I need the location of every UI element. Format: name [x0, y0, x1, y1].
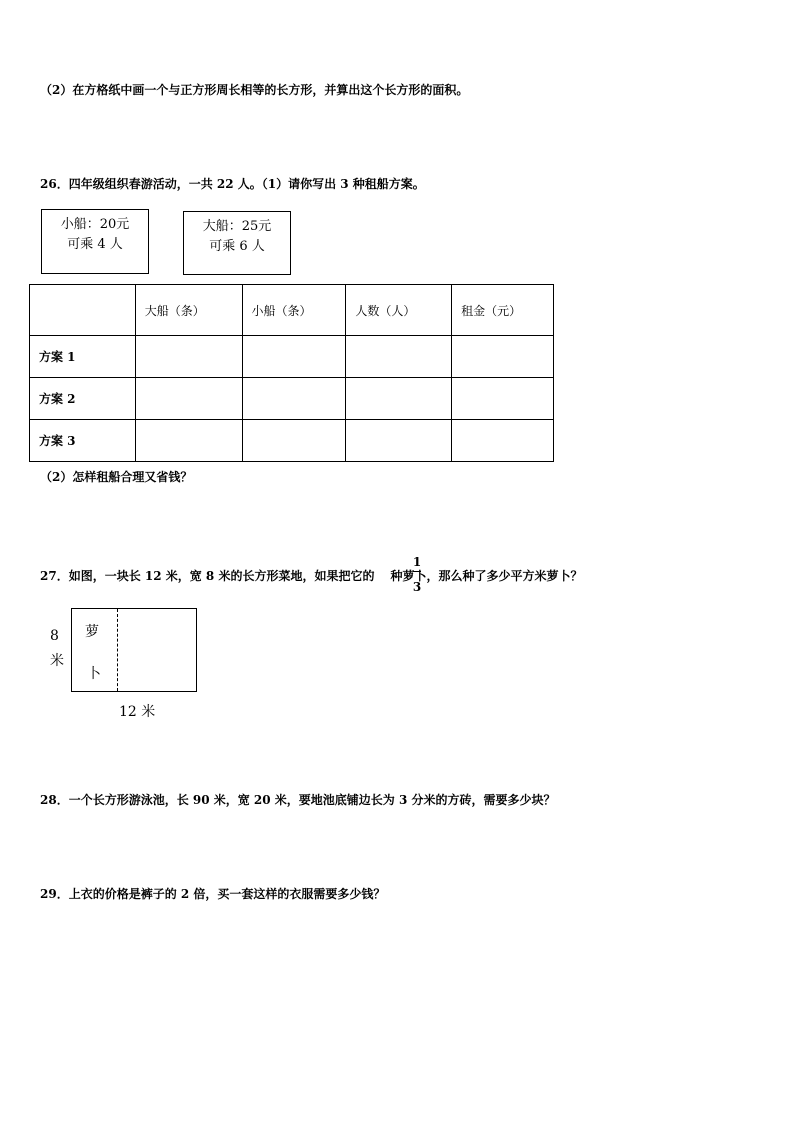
row-label: 方案 1: [30, 336, 136, 378]
table-row: [30, 420, 554, 462]
fraction-numerator: 1: [412, 555, 422, 569]
row-label: 方案 2: [30, 378, 136, 420]
question-29-text: 29．上衣的价格是裤子的 2 倍，买一套这样的衣服需要多少钱？: [40, 887, 386, 901]
answer-cell[interactable]: [452, 336, 554, 378]
question-27-text: [40, 568, 582, 584]
answer-cell[interactable]: [346, 378, 452, 420]
question-26-part-2: （2）怎样租船合理又省钱？: [40, 470, 193, 484]
answer-cell[interactable]: [242, 378, 346, 420]
question-25-part-2: （2）在方格纸中画一个与正方形周长相等的长方形，并算出这个长方形的面积。: [40, 83, 469, 97]
small-boat-capacity: 可乘 4 人: [67, 237, 123, 252]
table-header-cell: 小船（条）: [242, 285, 346, 336]
table-row: [30, 336, 554, 378]
table-header-cell: [30, 285, 136, 336]
question-26-text: 26．四年级组织春游活动，一共 22 人。（1）请你写出 3 种租船方案。: [40, 177, 425, 191]
table-header-cell: 人数（人）: [346, 285, 452, 336]
fraction-bar: [413, 571, 421, 572]
small-boat-price: 小船：20元: [60, 217, 130, 232]
question-28-text: 28．一个长方形游泳池，长 90 米，宽 20 米，要地池底铺边长为 3 分米的方砖，需要多少块？: [40, 793, 556, 807]
answer-cell[interactable]: [242, 420, 346, 462]
table-header-row: [30, 285, 554, 336]
width-label-number: 8: [50, 628, 59, 644]
answer-cell[interactable]: [452, 420, 554, 462]
question-27-text-after: 种萝卜，那么种了多少平方米萝卜？: [390, 569, 583, 583]
answer-cell[interactable]: [135, 336, 242, 378]
big-boat-info-box: [183, 211, 291, 275]
small-boat-info-box: [41, 209, 149, 274]
row-label: 方案 3: [30, 420, 136, 462]
table-header-cell: 大船（条）: [135, 285, 242, 336]
question-27-text-before: 27．如图，一块长 12 米，宽 8 米的长方形菜地，如果把它的: [40, 569, 375, 583]
radish-label-bottom: 卜: [87, 666, 101, 682]
fraction-denominator: 3: [412, 580, 422, 594]
answer-cell[interactable]: [346, 420, 452, 462]
radish-label-top: 萝: [85, 624, 99, 640]
table-header-cell: 租金（元）: [452, 285, 554, 336]
answer-cell[interactable]: [452, 378, 554, 420]
divider-dashed-line: [117, 609, 118, 691]
big-boat-price: 大船：25元: [202, 219, 272, 234]
width-label-unit: 米: [50, 653, 64, 669]
table-row: [30, 378, 554, 420]
answer-cell[interactable]: [135, 378, 242, 420]
rental-plan-table: [29, 284, 554, 462]
big-boat-capacity: 可乘 6 人: [209, 239, 265, 254]
answer-cell[interactable]: [346, 336, 452, 378]
answer-cell[interactable]: [242, 336, 346, 378]
answer-cell[interactable]: [135, 420, 242, 462]
length-label: 12 米: [119, 704, 156, 720]
